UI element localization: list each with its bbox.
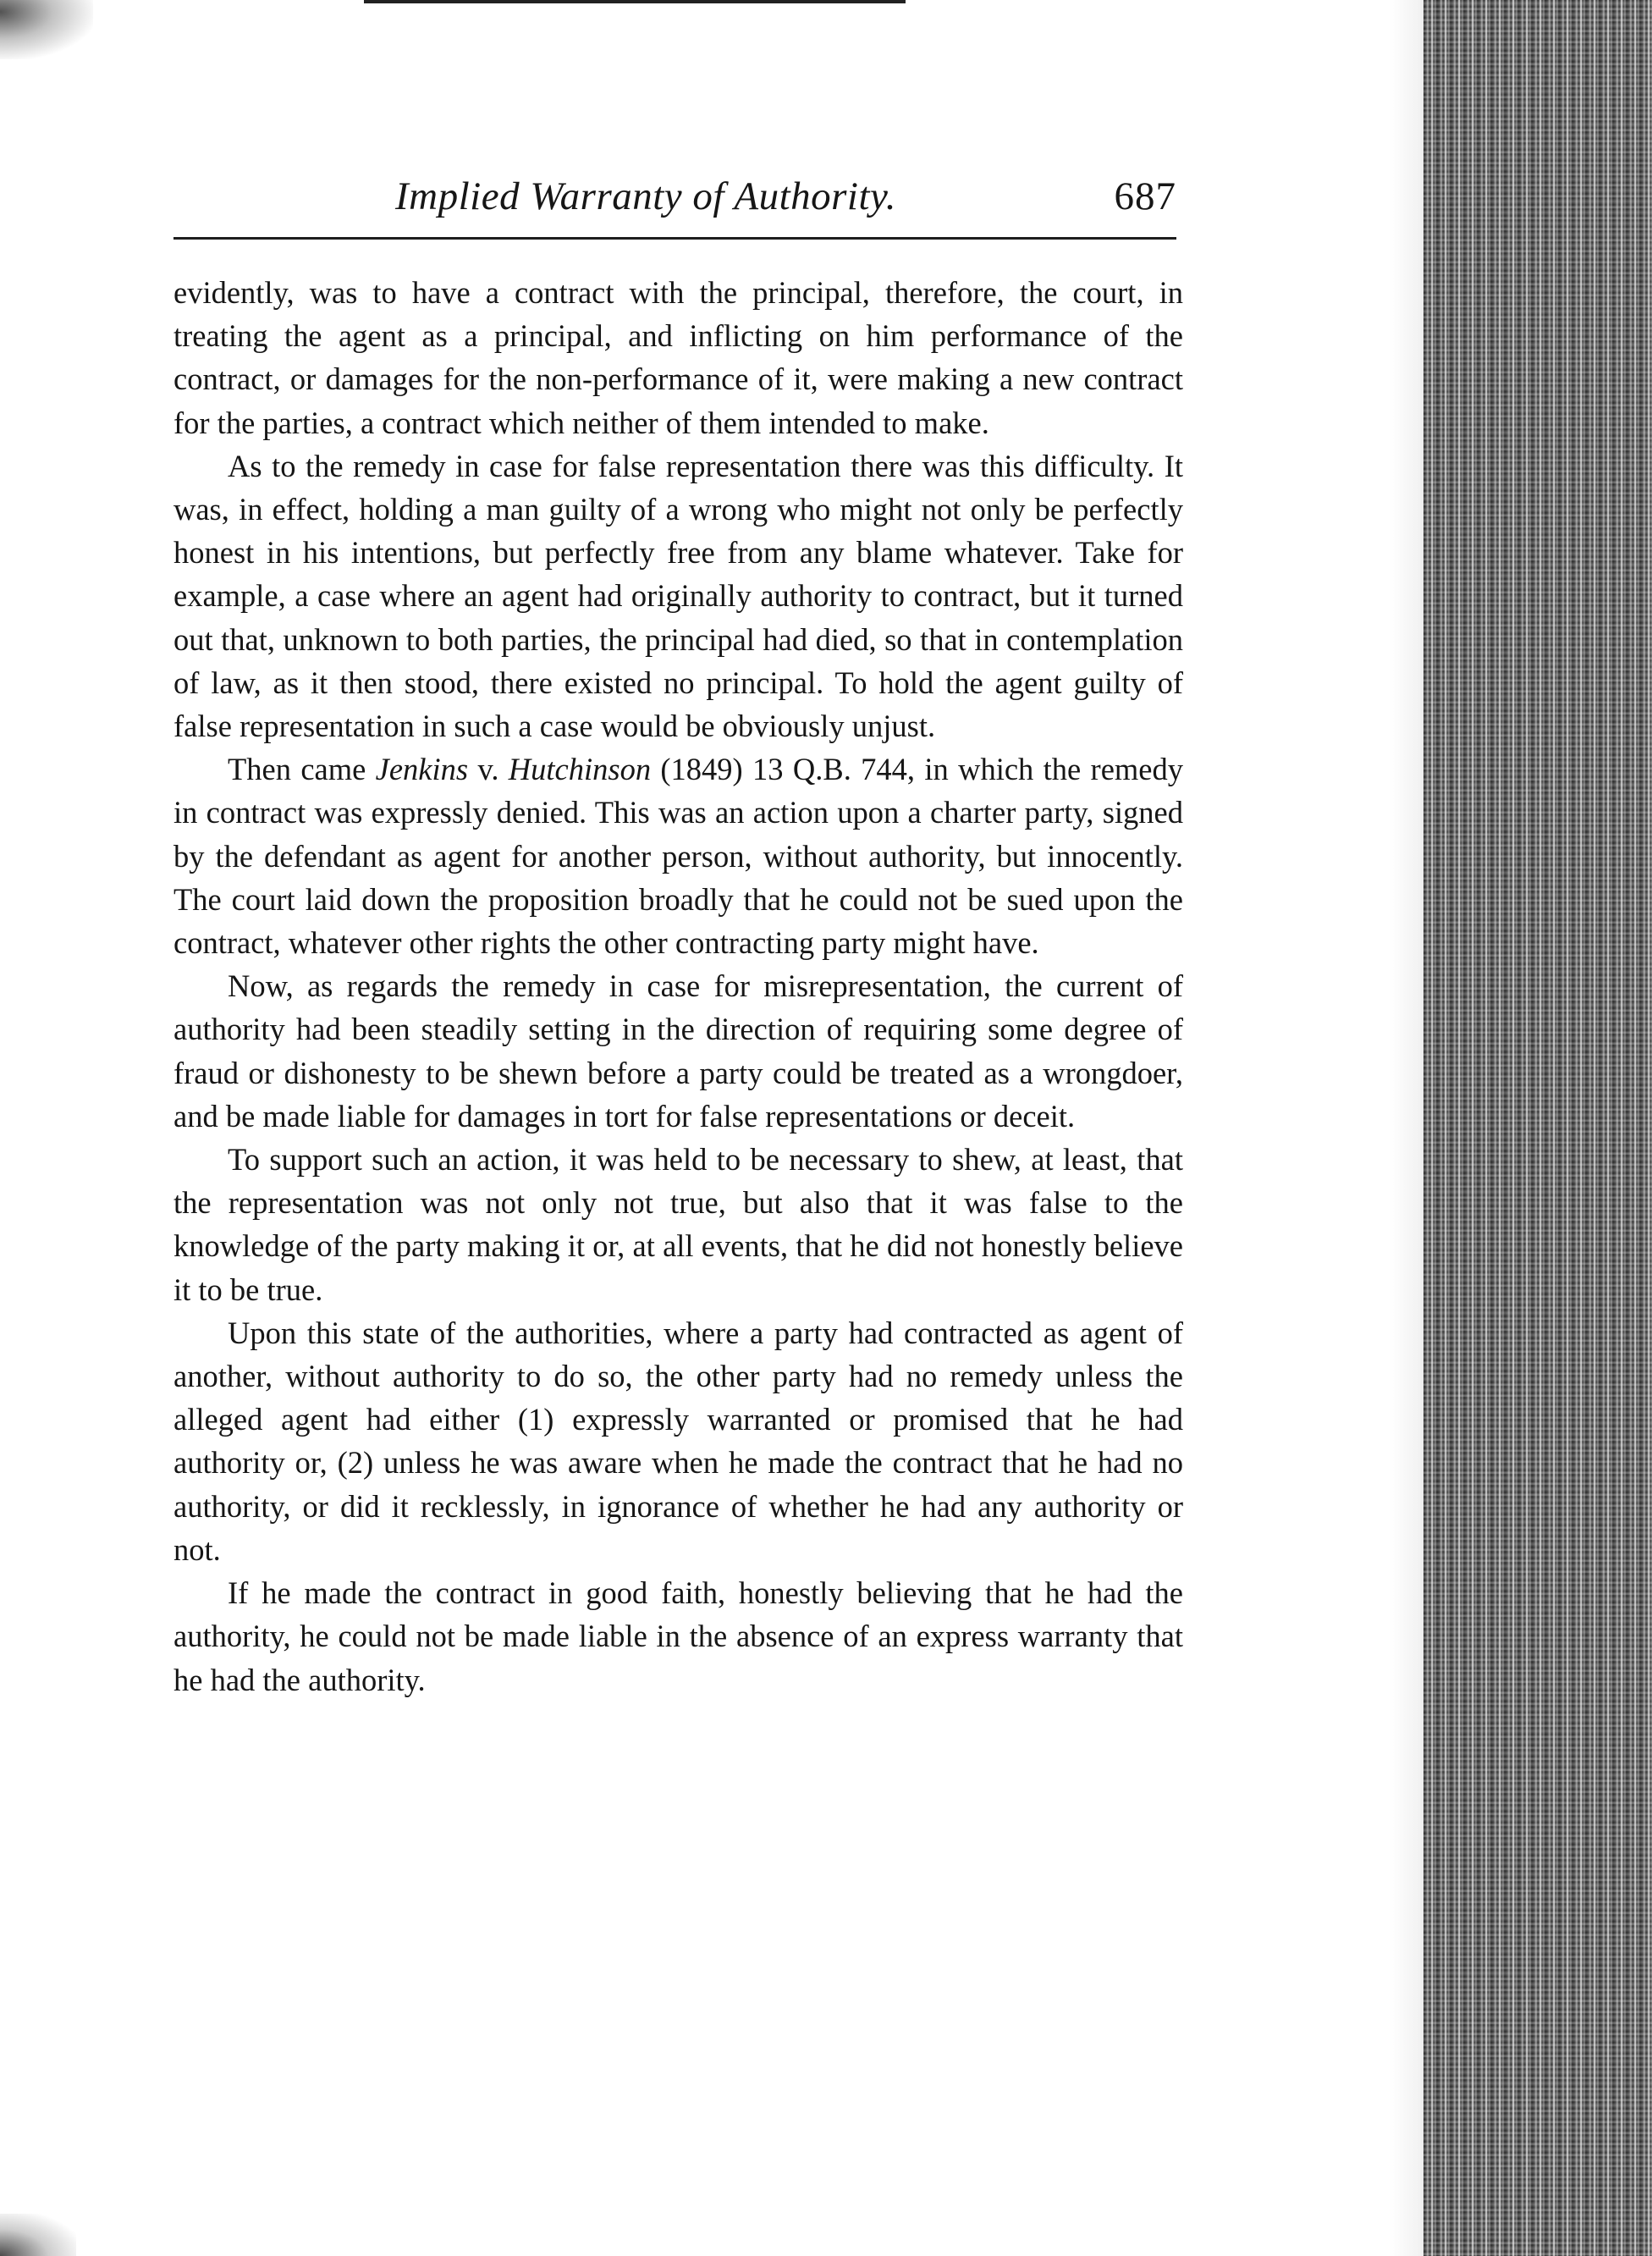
running-title: Implied Warranty of Authority. [395,174,897,218]
page-edge-binding [1423,0,1652,2256]
paragraph-3 [173,747,1183,964]
versus-abbrev: v. [468,752,509,787]
paragraph-1: evidently, was to have a contract with the principal, therefore, the court, in treating the agent as a principal, and inflicting on him performance of the contract, or damages for the non-performance of it, were making a new contract for the parties, a contract which neither of them intended to make. [173,275,1183,440]
scan-smudge-top-left [0,0,93,59]
case-name-hutchinson: Hutchinson [508,752,652,787]
scan-top-edge-line [364,0,906,3]
paragraph-6: Upon this state of the authorities, where a party had contracted as agent of another, without authority to do so, the other party had no remedy unless the alleged agent had either (1) expressly warranted or promised that he had authority or, (2) unless he was aware when he made the contract that he had no authority, or did it recklessly, in ignorance of whether he had any authority or not. [173,1315,1183,1567]
paragraph-3-lead: Then came [228,752,376,787]
page-number: 687 [1114,174,1176,218]
paragraph-7: If he made the contract in good faith, honestly believing that he had the authority, he could not be made liable in the absence of an express warranty that he had the authority. [173,1575,1183,1697]
header-rule [173,237,1176,240]
case-name-jenkins: Jenkins [375,752,469,787]
scan-smudge-bottom-left [0,2214,76,2256]
paragraph-4: Now, as regards the remedy in case for misrepresentation, the current of authority had been steadily setting in the direction of requiring some degree of fraud or dishonesty to be shewn before a party could be treated as a wrongdoer, and be made liable for damages in tort for false representations or deceit. [173,968,1183,1134]
body-text [173,271,1183,1702]
page-header [173,174,1176,233]
paragraph-3-rest: (1849) 13 Q.B. 744, in which the remedy in contract was expressly denied. This was an action upon a charter party, signed by the defendant as agent for another person, without authority, but innocently. The court laid down the proposition broadly that he could not be sued upon the contract, whatever other rights the other contracting party might have. [173,752,1183,961]
paragraph-2: As to the remedy in case for false representation there was this difficulty. It was, in effect, holding a man guilty of a wrong who might not only be perfectly honest in his intentions, but perfectly free from any blame whatever. Take for example, a case where an agent had originally authority to contract, but it turned out that, unknown to both parties, the principal had died, so that in contemplation of law, as it then stood, there existed no principal. To hold the agent guilty of false representation in such a case would be obviously unjust. [173,448,1183,744]
paragraph-5: To support such an action, it was held to be necessary to shew, at least, that the representation was not only not true, but also that it was false to the knowledge of the party making it or, at all events, that he did not honestly believe it to be true. [173,1142,1183,1307]
